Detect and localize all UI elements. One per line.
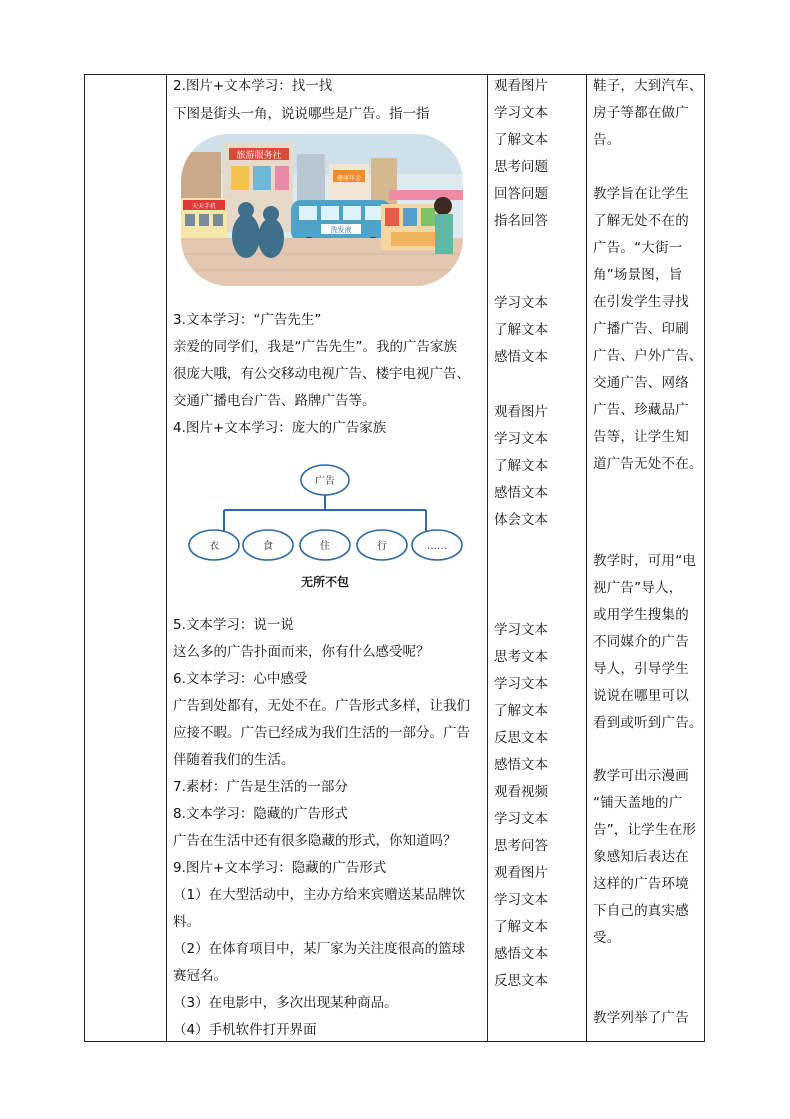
activity-line: 反思文本	[494, 730, 548, 746]
activity-line: 了解文本	[494, 132, 548, 148]
activity-line: 思考问题	[494, 159, 548, 175]
activity-line: 学习文本	[494, 892, 548, 908]
content-line: 8.文本学习：隐藏的广告形式	[173, 806, 348, 822]
activity-line: 学习文本	[494, 811, 548, 827]
activity-line: 感悟文本	[494, 757, 548, 773]
content-line: （3）在电影中，多次出现某种商品。	[173, 995, 398, 1011]
activity-line: 观看图片	[494, 78, 548, 94]
activity-line: 回答问题	[494, 186, 548, 202]
intent-line: 广播广告、印刷	[593, 321, 689, 337]
activity-line: 了解文本	[494, 703, 548, 719]
content-line: 下图是街头一角，说说哪些是广告。指一指	[173, 106, 430, 122]
content-line: 这么多的广告扑面而来，你有什么感受呢？	[173, 644, 430, 660]
activity-line: 体会文本	[494, 512, 548, 528]
intent-line: 广告。“大街一	[593, 240, 683, 256]
sign-phone-shop: 天天手机	[191, 203, 217, 210]
content-line: 9.图片+文本学习：隐藏的广告形式	[173, 860, 387, 876]
intent-line: 了解无处不在的	[593, 213, 689, 229]
content-line: 伴随着我们的生活。	[173, 752, 295, 768]
intent-line: 说说在哪里可以	[593, 688, 689, 704]
content-line: （2）在体育项目中，某厂家为关注度很高的篮球	[173, 941, 466, 957]
content-line: 应接不暇。广告已经成为我们生活的一部分。广告	[173, 725, 470, 741]
content-line: 5.文本学习：说一说	[173, 617, 294, 633]
intent-line: 教学时，可用“电	[593, 553, 697, 569]
diagram-node: 行	[377, 541, 387, 552]
intent-line: 告。	[593, 132, 621, 148]
diagram-node: 住	[320, 541, 330, 552]
sign-shampoo: 洗发液	[330, 226, 352, 234]
activity-line: 学习文本	[494, 676, 548, 692]
content-line: （4）手机软件打开界面	[173, 1022, 317, 1038]
sign-travel-agency: 旅游服务社	[236, 151, 282, 161]
intent-line: 道广告无处不在。	[593, 456, 703, 472]
activity-line: 学习文本	[494, 295, 548, 311]
intent-line: 导人，引导学生	[593, 661, 689, 677]
intent-line: 告等，让学生知	[593, 429, 689, 445]
activity-line: 观看图片	[494, 404, 548, 420]
intent-line: 不同媒介的广告	[593, 634, 689, 650]
advertising-family-diagram	[186, 462, 464, 590]
diagram-node: 衣	[209, 541, 219, 552]
activity-line: 了解文本	[494, 458, 548, 474]
content-line: 2.图片+文本学习：找一找	[173, 78, 333, 94]
intent-line: 房子等都在做广	[593, 105, 689, 121]
content-line: 交通广播电台广告、路牌广告等。	[173, 393, 376, 409]
diagram-caption: 无所不包	[300, 575, 350, 589]
activity-line: 学习文本	[494, 431, 548, 447]
intent-line: 鞋子，大到汽车、	[593, 78, 703, 94]
activity-line: 思考问答	[494, 838, 548, 854]
intent-line: 在引发学生寻找	[593, 294, 689, 310]
column-divider	[586, 74, 587, 1042]
activity-line: 感悟文本	[494, 946, 548, 962]
intent-line: 广告、珍藏品广	[593, 402, 689, 418]
content-line: （1）在大型活动中，主办方给来宾赠送某品牌饮	[173, 887, 466, 903]
intent-line: 视广告”导人，	[593, 580, 683, 596]
column-divider	[487, 74, 488, 1042]
activity-line: 了解文本	[494, 322, 548, 338]
content-line: 赛冠名。	[173, 968, 227, 984]
intent-line: 交通广告、网络	[593, 375, 689, 391]
content-line: 料。	[173, 914, 200, 930]
diagram-root: 广告	[315, 476, 335, 487]
content-line: 4.图片+文本学习：庞大的广告家族	[173, 420, 387, 436]
column-divider	[166, 74, 167, 1042]
activity-line: 反思文本	[494, 973, 548, 989]
activity-line: 感悟文本	[494, 485, 548, 501]
intent-line: 告”，让学生在形	[593, 822, 697, 838]
content-line: 7.素材：广告是生活的一部分	[173, 779, 348, 795]
intent-line: 看到或听到广告。	[593, 715, 703, 731]
activity-line: 指名回答	[494, 213, 548, 229]
content-line: 3.文本学习：“广告先生”	[173, 312, 322, 328]
content-line: 广告到处都有，无处不在。广告形式多样，让我们	[173, 698, 470, 714]
activity-line: 学习文本	[494, 622, 548, 638]
activity-line: 观看图片	[494, 865, 548, 881]
intent-line: 象感知后表达在	[593, 849, 689, 865]
intent-line: “铺天盖地的广	[593, 795, 683, 811]
activity-line: 学习文本	[494, 105, 548, 121]
intent-line: 这样的广告环境	[593, 876, 689, 892]
activity-line: 观看视频	[494, 784, 548, 800]
content-line: 亲爱的同学们，我是“广告先生”。我的广告家族	[173, 339, 457, 355]
intent-line: 教学可出示漫画	[593, 768, 689, 784]
content-line: 很庞大哦，有公交移动电视广告、楼宇电视广告、	[173, 366, 470, 382]
content-line: 广告在生活中还有很多隐藏的形式，你知道吗？	[173, 833, 457, 849]
content-line: 6.文本学习：心中感受	[173, 671, 308, 687]
intent-line: 角”场景图，旨	[593, 267, 683, 283]
sign-health: 健康年会	[336, 175, 362, 182]
intent-line: 受。	[593, 930, 621, 946]
intent-line: 教学列举了广告	[593, 1010, 689, 1026]
street-scene-image	[181, 134, 463, 286]
diagram-node: ……	[427, 541, 447, 552]
activity-line: 感悟文本	[494, 349, 548, 365]
activity-line: 了解文本	[494, 919, 548, 935]
activity-line: 思考文本	[494, 649, 548, 665]
diagram-node: 食	[263, 541, 273, 552]
intent-line: 广告、户外广告、	[593, 348, 703, 364]
intent-line: 下自己的真实感	[593, 903, 689, 919]
intent-line: 教学旨在让学生	[593, 186, 689, 202]
intent-line: 或用学生搜集的	[593, 607, 689, 623]
